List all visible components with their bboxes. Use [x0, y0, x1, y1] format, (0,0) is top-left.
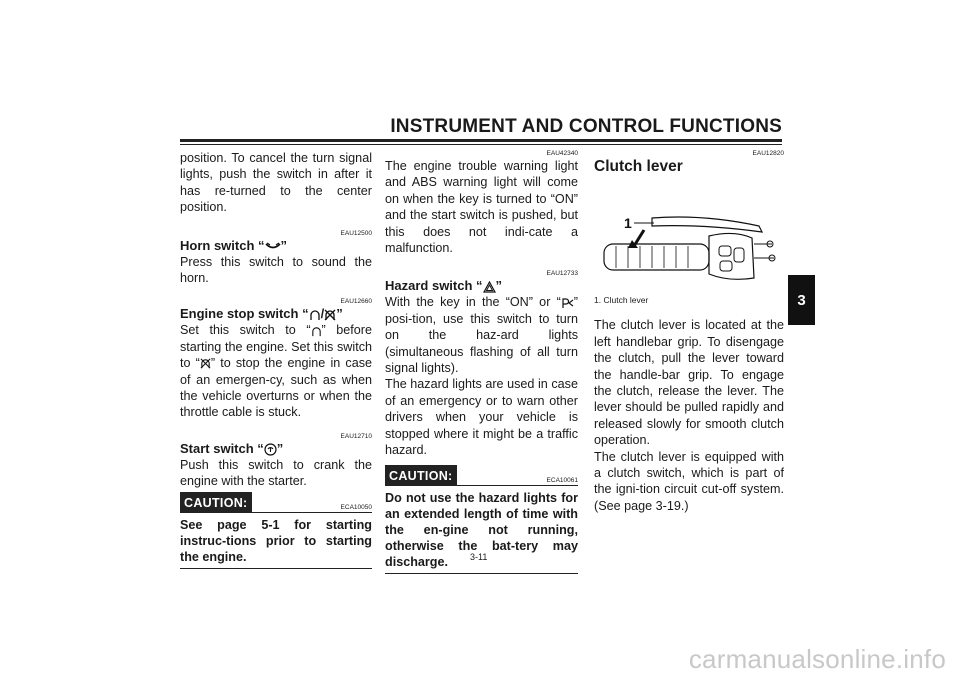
parking-icon	[561, 297, 574, 309]
start-switch-text: Push this switch to crank the engine with the starter.	[180, 457, 372, 489]
run-icon	[309, 309, 321, 321]
section-code: EAU12820	[752, 150, 784, 157]
turn-signal-continuation: position. To cancel the turn signal lights, push the switch in after it has re-turned to the center position.	[180, 151, 372, 215]
hazard-usage-text: The hazard lights are used in case of an emergency or to warn other drivers when your vehicle is stopped where it might be a traffic hazard.	[385, 377, 578, 458]
stop-icon	[324, 309, 336, 321]
column-3	[594, 150, 784, 514]
hazard-switch-heading: Hazard switch “ ”	[385, 278, 503, 294]
figure-caption: 1. Clutch lever	[594, 295, 649, 305]
page-header-title: INSTRUMENT AND CONTROL FUNCTIONS	[390, 116, 782, 137]
page-number: 3-11	[470, 552, 488, 562]
section-code: EAU42340	[546, 150, 578, 157]
clutch-lever-illustration	[594, 186, 784, 286]
clutch-lever-heading: Clutch lever	[594, 158, 683, 175]
column-1	[180, 150, 372, 569]
caution-code: ECA10050	[340, 504, 372, 512]
stop-icon	[200, 358, 211, 369]
section-code: EAU12660	[340, 298, 372, 306]
section-code: EAU12500	[340, 229, 372, 237]
engine-stop-heading: Engine stop switch “ / ”	[180, 306, 343, 322]
caution-label: CAUTION:	[180, 492, 252, 513]
caution-end-rule	[180, 568, 372, 569]
horn-switch-heading: Horn switch “ ”	[180, 237, 288, 253]
start-icon	[264, 443, 277, 456]
header-rule-thin	[180, 144, 782, 145]
warning-light-text: The engine trouble warning light and ABS warning light will come on when the key is turned to “ON” and the start switch is pushed, but this does not indi-cate a malfunction.	[385, 159, 578, 256]
section-code: EAU12733	[546, 270, 578, 278]
clutch-lever-text: The clutch lever is located at the left handlebar grip. To disengage the clutch, pull the lever toward the handle-bar grip. To engage the clutch, release the lever. The lever should be pulled rapidly and released slowly for smooth clutch operation.	[594, 318, 784, 448]
caution-text: Do not use the hazard lights for an extended length of time with the en-gine not running, otherwise the bat-tery may discharge.	[385, 490, 578, 569]
section-code: EAU12710	[340, 432, 372, 440]
hazard-switch-text: With the key in the “ON” or “ ” posi-tion, use this switch to turn on the haz-ard lights (simultaneous flashing of all turn signal lights).	[385, 295, 578, 376]
caution-end-rule	[385, 573, 578, 574]
header-rule	[180, 139, 782, 142]
caution-text: See page 5-1 for starting instruc-tions prior to starting the engine.	[180, 518, 372, 565]
chapter-tab: 3	[788, 275, 815, 325]
clutch-lever-figure	[594, 186, 784, 286]
caution-code: ECA10061	[546, 476, 578, 484]
column-2	[385, 150, 578, 574]
caution-label: CAUTION:	[385, 465, 457, 486]
engine-stop-text: Set this switch to “ ” before starting the engine. Set this switch to “ ” to stop the engine in case of an emergen-cy, such as when the vehicle overturns or when the throttle cable is stuck.	[180, 323, 372, 420]
run-icon	[311, 326, 322, 337]
horn-switch-text: Press this switch to sound the horn.	[180, 254, 372, 286]
hazard-icon	[483, 281, 496, 293]
watermark: carmanualsonline.info	[688, 644, 946, 674]
start-switch-heading: Start switch “ ”	[180, 440, 284, 456]
horn-icon	[265, 241, 281, 252]
figure-callout: 1	[624, 215, 632, 231]
clutch-switch-text: The clutch lever is equipped with a clutch switch, which is part of the igni-tion circuit cut-off system. (See page 3-19.)	[594, 449, 784, 513]
